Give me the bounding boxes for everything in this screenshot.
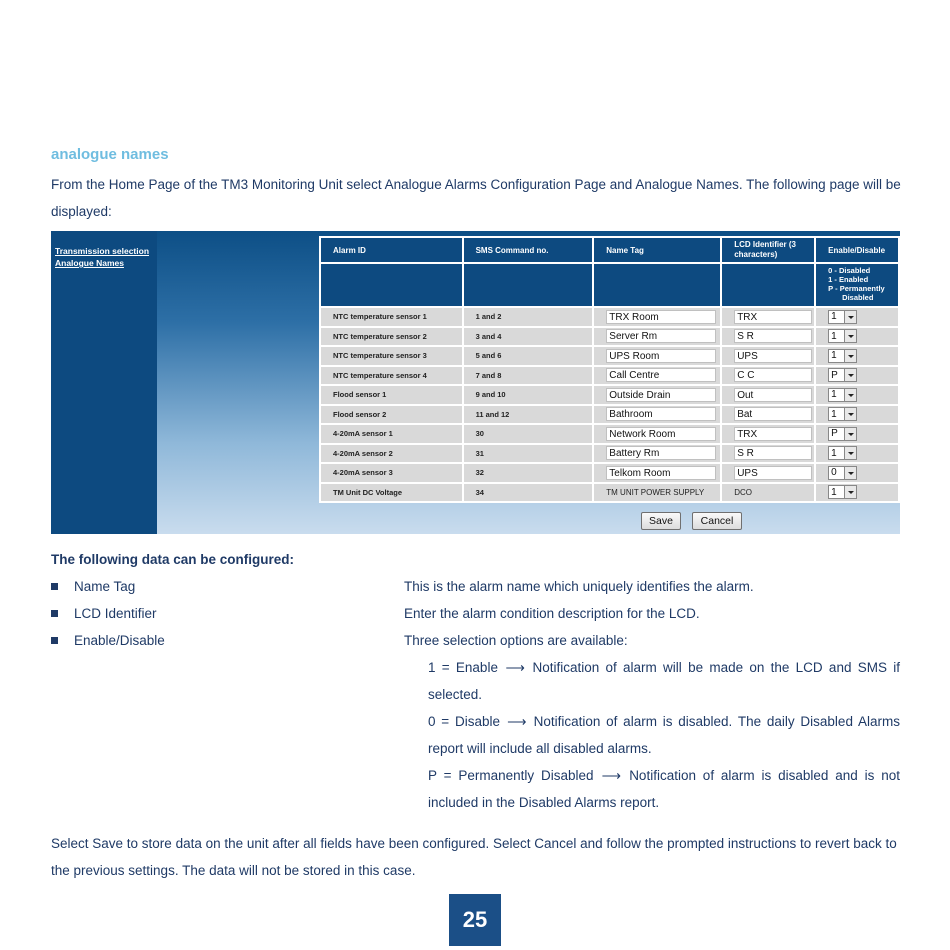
alarm-id-cell: NTC temperature sensor 2: [320, 327, 463, 347]
sms-command-cell: 11 and 12: [463, 405, 594, 425]
enable-legend: 0 - Disabled 1 - Enabled P - Permanently Disabled: [815, 263, 899, 307]
enable-disable-cell: [815, 463, 899, 483]
option-permanently-disabled: P = Permanently Disabled ⟶ Notification of alarm is disabled and is not included in the Disabled Alarms report.: [428, 762, 900, 816]
enable-disable-cell: [815, 346, 899, 366]
table-row: [320, 346, 899, 366]
chevron-down-icon[interactable]: [844, 486, 856, 498]
outro-paragraph: Select Save to store data on the unit after all fields have been configured. Select Cancel and follow the prompted instructions to revert back to the previous settings. The data will not be stored in this case.: [51, 836, 897, 878]
lcd-identifier-input[interactable]: UPS: [734, 466, 812, 480]
name-tag-input[interactable]: Bathroom: [606, 407, 716, 421]
enable-disable-select[interactable]: 1: [828, 329, 857, 343]
lcd-identifier-input[interactable]: TRX: [734, 310, 812, 324]
chevron-down-icon[interactable]: [844, 369, 856, 381]
name-tag-input[interactable]: Battery Rm: [606, 446, 716, 460]
chevron-down-icon[interactable]: [844, 447, 856, 459]
lcd-identifier-cell: [721, 385, 815, 405]
alarm-id-cell: Flood sensor 2: [320, 405, 463, 425]
name-tag-cell: [593, 483, 721, 503]
lcd-identifier-input[interactable]: C C: [734, 368, 812, 382]
enable-disable-cell: [815, 483, 899, 503]
lcd-identifier-cell: [721, 366, 815, 386]
list-item: Name Tag: [51, 573, 135, 600]
bullet-square-icon: [51, 637, 58, 644]
alarm-id-cell: 4-20mA sensor 3: [320, 463, 463, 483]
table-row: [320, 405, 899, 425]
sms-command-cell: 7 and 8: [463, 366, 594, 386]
lcd-identifier-cell: [721, 405, 815, 425]
bullet-square-icon: [51, 610, 58, 617]
enable-disable-select[interactable]: P: [828, 427, 857, 441]
alarm-id-cell: 4-20mA sensor 2: [320, 444, 463, 464]
name-tag-value: TM UNIT POWER SUPPLY: [606, 487, 705, 497]
name-tag-cell: [593, 405, 721, 425]
table-row: [320, 307, 899, 327]
save-button[interactable]: Save: [641, 512, 681, 530]
enable-disable-cell: [815, 327, 899, 347]
sms-command-cell: 32: [463, 463, 594, 483]
list-item: Enable/Disable: [51, 627, 165, 654]
column-header-name-tag: Name Tag: [593, 237, 721, 263]
enable-disable-cell: [815, 444, 899, 464]
enable-disable-select[interactable]: 1: [828, 485, 857, 499]
list-item: LCD Identifier: [51, 600, 157, 627]
section-heading: analogue names: [51, 146, 169, 163]
name-tag-cell: [593, 366, 721, 386]
chevron-down-icon[interactable]: [844, 389, 856, 401]
enable-disable-select[interactable]: 1: [828, 388, 857, 402]
table-row: [320, 483, 899, 503]
chevron-down-icon[interactable]: [844, 311, 856, 323]
enable-disable-cell: [815, 424, 899, 444]
name-tag-cell: [593, 424, 721, 444]
alarm-id-cell: 4-20mA sensor 1: [320, 424, 463, 444]
option-enable: 1 = Enable ⟶ Notification of alarm will be made on the LCD and SMS if selected.: [428, 654, 900, 708]
lcd-identifier-input[interactable]: TRX: [734, 427, 812, 441]
item-description: Three selection options are available:: [404, 633, 628, 648]
name-tag-cell: [593, 307, 721, 327]
lcd-identifier-input[interactable]: S R: [734, 446, 812, 460]
option-disable: 0 = Disable ⟶ Notification of alarm is disabled. The daily Disabled Alarms report will include all disabled alarms.: [428, 708, 900, 762]
chevron-down-icon[interactable]: [844, 350, 856, 362]
sms-command-cell: 34: [463, 483, 594, 503]
enable-disable-cell: [815, 366, 899, 386]
lcd-identifier-cell: [721, 346, 815, 366]
lcd-identifier-cell: [721, 307, 815, 327]
lcd-identifier-input[interactable]: UPS: [734, 349, 812, 363]
lcd-identifier-input[interactable]: Bat: [734, 407, 812, 421]
sidebar-link-analogue-names[interactable]: Analogue Names: [55, 258, 124, 268]
lcd-identifier-cell: [721, 424, 815, 444]
lcd-identifier-cell: [721, 483, 815, 503]
name-tag-input[interactable]: Call Centre: [606, 368, 716, 382]
alarm-id-cell: NTC temperature sensor 1: [320, 307, 463, 327]
sidebar: [51, 231, 157, 534]
enable-disable-select[interactable]: 0: [828, 466, 857, 480]
name-tag-input[interactable]: UPS Room: [606, 349, 716, 363]
enable-options: [428, 654, 900, 816]
sms-command-cell: 30: [463, 424, 594, 444]
screenshot-panel: [51, 231, 900, 534]
page-number: 25: [449, 894, 501, 946]
bullet-square-icon: [51, 583, 58, 590]
lcd-identifier-value: DCO: [734, 487, 752, 497]
table-row: [320, 385, 899, 405]
enable-disable-select[interactable]: P: [828, 368, 857, 382]
name-tag-cell: [593, 444, 721, 464]
enable-disable-cell: [815, 385, 899, 405]
cancel-button[interactable]: Cancel: [692, 512, 742, 530]
lcd-identifier-cell: [721, 327, 815, 347]
sms-command-cell: 5 and 6: [463, 346, 594, 366]
name-tag-cell: [593, 346, 721, 366]
chevron-down-icon[interactable]: [844, 467, 856, 479]
column-header-lcd-identifier: LCD Identifier (3 characters): [721, 237, 815, 263]
sms-command-cell: 31: [463, 444, 594, 464]
lcd-identifier-cell: [721, 463, 815, 483]
table-row: [320, 463, 899, 483]
name-tag-cell: [593, 385, 721, 405]
column-header-enable-disable: Enable/Disable: [815, 237, 899, 263]
lcd-identifier-input[interactable]: S R: [734, 329, 812, 343]
enable-disable-cell: [815, 405, 899, 425]
chevron-down-icon[interactable]: [844, 428, 856, 440]
table-row: [320, 444, 899, 464]
chevron-down-icon[interactable]: [844, 408, 856, 420]
alarm-id-cell: NTC temperature sensor 3: [320, 346, 463, 366]
right-arrow-icon: ⟶: [507, 714, 527, 729]
sms-command-cell: 3 and 4: [463, 327, 594, 347]
sidebar-link-transmission-selection[interactable]: Transmission selection: [55, 246, 150, 256]
right-arrow-icon: ⟶: [601, 768, 622, 783]
intro-paragraph: From the Home Page of the TM3 Monitoring Unit select Analogue Alarms Configuration Page and Analogue Names. The following page will be displayed:: [51, 177, 901, 219]
alarm-id-cell: NTC temperature sensor 4: [320, 366, 463, 386]
name-tag-input[interactable]: TRX Room: [606, 310, 716, 324]
item-description: This is the alarm name which uniquely identifies the alarm.: [404, 579, 754, 594]
item-description: Enter the alarm condition description for the LCD.: [404, 606, 700, 621]
enable-disable-select[interactable]: 1: [828, 349, 857, 363]
lcd-identifier-input[interactable]: Out: [734, 388, 812, 402]
column-header-sms-command: SMS Command no.: [463, 237, 594, 263]
sms-command-cell: 1 and 2: [463, 307, 594, 327]
alarm-id-cell: Flood sensor 1: [320, 385, 463, 405]
name-tag-input[interactable]: Server Rm: [606, 329, 716, 343]
sms-command-cell: 9 and 10: [463, 385, 594, 405]
name-tag-input[interactable]: Outside Drain: [606, 388, 716, 402]
name-tag-cell: [593, 463, 721, 483]
table-row: [320, 424, 899, 444]
analogue-names-table: [319, 236, 900, 503]
right-arrow-icon: ⟶: [505, 660, 525, 675]
table-row: [320, 327, 899, 347]
enable-disable-select[interactable]: 1: [828, 446, 857, 460]
alarm-id-cell: TM Unit DC Voltage: [320, 483, 463, 503]
name-tag-cell: [593, 327, 721, 347]
configurable-data-heading: The following data can be configured:: [51, 552, 295, 567]
column-header-alarm-id: Alarm ID: [320, 237, 463, 263]
enable-disable-select[interactable]: 1: [828, 310, 857, 324]
lcd-identifier-cell: [721, 444, 815, 464]
enable-disable-cell: [815, 307, 899, 327]
name-tag-input[interactable]: Telkom Room: [606, 466, 716, 480]
name-tag-input[interactable]: Network Room: [606, 427, 716, 441]
enable-disable-select[interactable]: 1: [828, 407, 857, 421]
table-row: [320, 366, 899, 386]
chevron-down-icon[interactable]: [844, 330, 856, 342]
